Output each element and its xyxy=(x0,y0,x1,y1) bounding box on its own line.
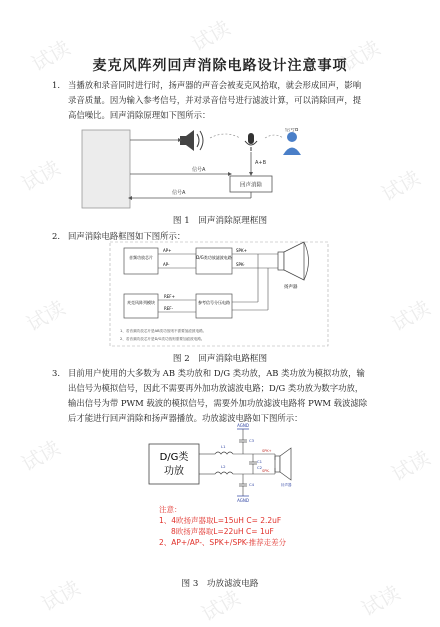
amp-chip-box xyxy=(124,248,158,274)
user-icon xyxy=(283,132,301,155)
figure-3-caption: 图 3 功放滤波电路 xyxy=(181,579,259,589)
spk-plus-label: SPK+ xyxy=(236,248,247,253)
amp-chip-label: 音频功放芯片 xyxy=(129,255,153,260)
figure-3-diagram xyxy=(145,422,305,572)
ap-minus-label: AP- xyxy=(163,262,170,267)
ref-plus-label: REF+ xyxy=(164,294,175,299)
section-1 xyxy=(52,78,368,123)
c3-label: C3 xyxy=(249,438,255,443)
section-text: 目前用户使用的大多数为 AB 类功放和 D/G 类功放，AB 类功放为模拟功放，输出信号为模拟信号，因此不需要再外加功放滤波电路；D/G 类功放为数字功放，输出信号为带 PWM 载波的模拟信号，需要外加功放滤波电路将 PWM 载波滤除后才能进行回声消除和扬声器播放。功放滤波电路如下图所示： xyxy=(68,368,368,423)
section-text: 回声消除电路框图如下图所示： xyxy=(68,231,186,241)
player-box xyxy=(82,130,130,208)
watermark: 试读 xyxy=(197,585,245,627)
page-title: 麦克风阵列回声消除电路设计注意事项 xyxy=(92,58,348,74)
signal-a-bottom-label: 信号A xyxy=(172,190,186,196)
signal-b-label: 信号B xyxy=(285,128,299,133)
amp-label-2: 功放 xyxy=(164,466,184,477)
amp-label-1: D/G类 xyxy=(159,452,189,463)
signal-top-label: 信号A xyxy=(192,167,206,173)
mic-array-label: 麦克风阵列模块 xyxy=(127,300,155,305)
section-number: 1. xyxy=(52,80,60,90)
watermark: 试读 xyxy=(17,435,65,477)
c4-label: C4 xyxy=(249,482,255,487)
c1-label: C1 xyxy=(257,459,263,464)
spk-minus-label: SPK- xyxy=(236,262,245,267)
watermark: 试读 xyxy=(27,35,75,77)
note-1: 1、若音频功放芯片是AB类功放则不需要加滤波电路。 xyxy=(120,329,207,333)
spk-minus-label: SPK- xyxy=(262,469,270,473)
spk-plus-label: SPK+ xyxy=(262,449,272,453)
watermark: 试读 xyxy=(337,35,385,77)
note-2: 2、若音频功放芯片是D/G类功放则需要加滤波电路。 xyxy=(120,337,205,341)
figure-1-diagram xyxy=(80,128,320,212)
mic-array-box xyxy=(124,294,158,318)
note-1b: 8欧扬声器取L=22uH C= 1uF xyxy=(171,527,274,536)
filter-label: D/G类功放滤波电路 xyxy=(196,255,232,260)
section-text: 当播放和录音同时进行时，扬声器的声音会被麦克风拾取，就会形成回声，影响录音质量。因为输入参考信号，并对录音信号进行滤波计算，可以消除回声，提高信噪比。回声消除原理如下图所示： xyxy=(68,80,362,120)
note-2: 2、AP+/AP-、SPK+/SPK-推荐走差分 xyxy=(159,538,287,547)
dg-amp-box xyxy=(149,444,199,484)
speaker-label: 扬声器 xyxy=(284,285,298,290)
c2-label: C2 xyxy=(257,465,263,470)
a-plus-b-label: A+B xyxy=(255,160,267,166)
ref-divider-box xyxy=(196,294,232,318)
section-number: 2. xyxy=(52,231,60,241)
l2-label: L2 xyxy=(221,464,226,469)
microphone-icon xyxy=(245,133,257,151)
ref-minus-label: REF- xyxy=(164,306,174,311)
echo-cancel-label: 回声消除 xyxy=(239,182,263,189)
agnd-bottom-label: AGND xyxy=(237,498,249,503)
figure-1-caption: 图 1 回声消除原理框图 xyxy=(172,216,268,226)
speaker-icon xyxy=(275,448,291,480)
watermark: 试读 xyxy=(187,15,235,57)
ap-plus-label: AP+ xyxy=(163,248,172,253)
watermark: 试读 xyxy=(387,295,435,337)
speaker-icon xyxy=(278,242,309,280)
watermark: 试读 xyxy=(377,165,425,207)
figure-2-caption: 图 2 回声消除电路框图 xyxy=(172,354,268,364)
speaker-icon xyxy=(180,130,203,151)
watermark: 试读 xyxy=(17,155,65,197)
section-number: 3. xyxy=(52,368,60,378)
ref-divider-label: 参考信号分压电路 xyxy=(198,300,230,305)
figure-2-diagram xyxy=(108,240,330,348)
l1-label: L1 xyxy=(221,444,226,449)
watermark: 试读 xyxy=(357,580,405,622)
watermark: 试读 xyxy=(37,575,85,617)
filter-box xyxy=(196,248,232,274)
agnd-top-label: AGND xyxy=(237,423,249,428)
section-3 xyxy=(52,366,368,426)
note-1: 1、4欧扬声器取L=15uH C= 2.2uF xyxy=(159,516,282,525)
speaker-label: 扬声器 xyxy=(281,483,292,487)
note-title: 注意： xyxy=(159,505,182,514)
watermark: 试读 xyxy=(387,445,435,487)
watermark: 试读 xyxy=(22,295,70,337)
